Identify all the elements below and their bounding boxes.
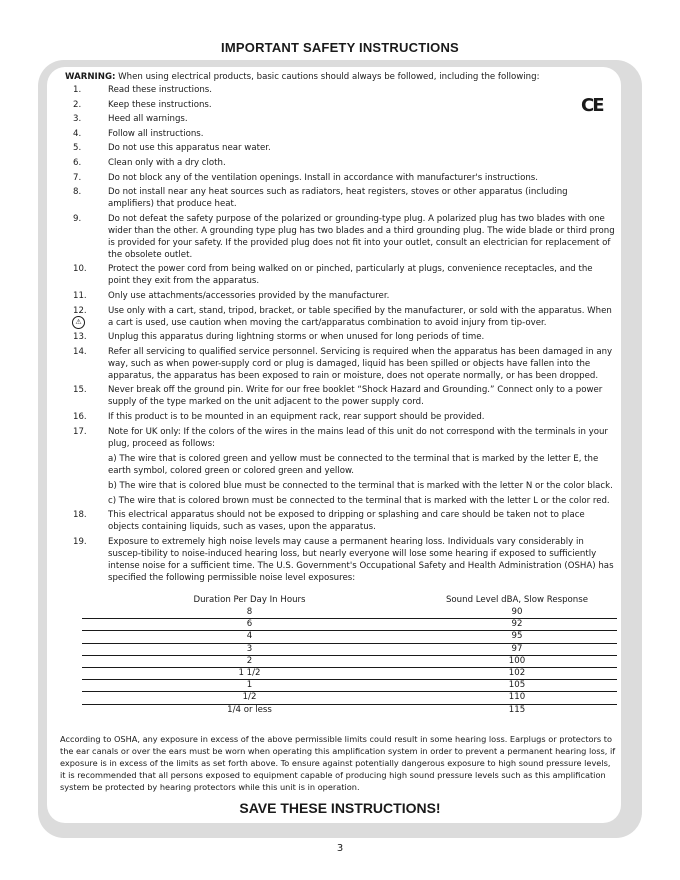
instruction-item <box>55 113 615 125</box>
item-number: 18. <box>73 510 87 521</box>
sound-level-cell: 102 <box>417 667 617 679</box>
item-number: 14. <box>73 346 87 357</box>
instruction-item <box>55 426 615 507</box>
item-text: Heed all warnings. <box>108 114 188 125</box>
item-number: 9. <box>73 213 82 224</box>
item-text: Keep these instructions. <box>108 99 212 110</box>
item-text: Do not use this apparatus near water. <box>108 143 271 154</box>
duration-cell: 4 <box>82 631 417 643</box>
table-row <box>82 655 617 667</box>
item-number: 2. <box>73 99 82 110</box>
item-number: 10. <box>73 264 87 275</box>
instruction-item <box>55 128 615 140</box>
table-row <box>82 619 617 631</box>
table-row <box>82 692 617 704</box>
instruction-item <box>55 157 615 169</box>
duration-cell: 3 <box>82 643 417 655</box>
instructions-content <box>55 71 615 586</box>
item-text: Do not block any of the ventilation openings. Install in accordance with manufacturer's instructions. <box>108 172 538 183</box>
item-text: Only use attachments/accessories provided by the manufacturer. <box>108 290 390 301</box>
item-text: This electrical apparatus should not be exposed to dripping or splashing and care should be taken not to place objects containing liquids, such as vases, upon the apparatus. <box>108 510 585 533</box>
instruction-item <box>55 346 615 382</box>
sound-level-cell: 100 <box>417 655 617 667</box>
sound-level-cell: 92 <box>417 619 617 631</box>
item-number: 4. <box>73 128 82 139</box>
item-number: 6. <box>73 157 82 168</box>
sound-level-cell: 115 <box>508 704 526 715</box>
duration-cell: 1/2 <box>82 692 417 704</box>
duration-cell: 1/4 or less <box>227 704 272 715</box>
item-text: If this product is to be mounted in an equipment rack, rear support should be provided. <box>108 411 485 422</box>
item-text: Read these instructions. <box>108 85 212 95</box>
osha-paragraph: According to OSHA, any exposure in excess of the above permissible limits could result in some hearing loss. Earplugs or protectors to the ear canals or over the ears must be worn when operating this amplification system in order to prevent a permanent hearing loss, if exposure is in excess of the limits as set forth above. To ensure against potentially dangerous exposure to high sound pressure levels, it is recommended that all persons exposed to equipment capable of producing high sound pressure levels such as this amplification system be protected by hearing protectors while this unit is in operation. <box>60 734 616 792</box>
cart-warning-icon: ⚠ <box>72 316 85 329</box>
warning-text: When using electrical products, basic cautions should always be followed, including the following: <box>118 72 540 82</box>
instruction-item <box>55 384 615 408</box>
instruction-item <box>55 305 615 329</box>
instruction-item <box>55 263 615 287</box>
uk-wire-note-c: c) The wire that is colored brown must be connected to the terminal that is marked with the letter L or the color red. <box>108 495 610 506</box>
item-text: Protect the power cord from being walked on or pinched, particularly at plugs, convenience receptacles, and the point they exit from the apparatus. <box>108 264 593 287</box>
duration-cell: 8 <box>82 607 417 619</box>
item-number: 8. <box>73 187 82 198</box>
instruction-item <box>55 290 615 302</box>
instruction-item <box>55 172 615 184</box>
duration-cell: 6 <box>82 619 417 631</box>
item-number: 15. <box>73 385 87 396</box>
item-number: 5. <box>73 143 82 154</box>
item-number: 1. <box>73 85 82 95</box>
instruction-item <box>55 84 615 96</box>
instruction-item <box>55 509 615 533</box>
table-row <box>82 704 617 716</box>
item-number: 17. <box>73 426 87 437</box>
table-row <box>82 643 617 655</box>
item-number: 3. <box>73 114 82 125</box>
sound-level-cell: 95 <box>417 631 617 643</box>
instruction-item <box>55 411 615 423</box>
table-row <box>82 680 617 692</box>
item-text: Unplug this apparatus during lightning storms or when unused for long periods of time. <box>108 332 485 343</box>
sound-level-header: Sound Level dBA, Slow Response <box>445 595 589 605</box>
item-number: 19. <box>73 536 87 547</box>
item-text: Follow all instructions. <box>108 128 204 139</box>
noise-exposure-table <box>82 595 617 716</box>
item-text: Never break off the ground pin. Write for our free booklet “Shock Hazard and Grounding.” Connect only to a power supply of the type marked on the unit adjacent to the power supply cord. <box>108 385 603 408</box>
item-text: Do not defeat the safety purpose of the polarized or grounding-type plug. A polarized plug has two blades with one wider than the other. A grounding type plug has two blades and a third grounding plug. The wide blade or third prong is provided for your safety. If the provided plug does not fit into your outlet, consult an electrician for replacement of the obsolete outlet. <box>108 213 615 260</box>
duration-cell: 2 <box>82 655 417 667</box>
item-number: 16. <box>73 411 87 422</box>
save-instructions-heading: SAVE THESE INSTRUCTIONS! <box>239 800 441 816</box>
instruction-item <box>55 331 615 343</box>
item-number: 7. <box>73 172 82 183</box>
table-row <box>82 667 617 679</box>
uk-wire-note-b: b) The wire that is colored blue must be connected to the terminal that is marked with the letter N or the color black. <box>108 480 613 491</box>
table-row <box>82 631 617 643</box>
sound-level-cell: 110 <box>417 692 617 704</box>
sound-level-cell: 105 <box>417 680 617 692</box>
duration-cell: 1 1/2 <box>82 667 417 679</box>
item-text: Note for UK only: If the colors of the wires in the mains lead of this unit do not correspond with the terminals in your plug, proceed as follows: <box>108 426 608 449</box>
instruction-item <box>55 536 615 584</box>
page-number: 3 <box>336 843 344 854</box>
warning-line <box>65 71 615 83</box>
instruction-item <box>55 99 615 111</box>
duration-cell: 1 <box>82 680 417 692</box>
table-row <box>82 607 617 619</box>
instruction-item <box>55 213 615 261</box>
instruction-item <box>55 186 615 210</box>
instruction-item <box>55 142 615 154</box>
table-header-row <box>82 595 617 607</box>
item-number: 13. <box>73 332 87 343</box>
item-number: 12. <box>73 305 87 316</box>
sound-level-cell: 90 <box>417 607 617 619</box>
instruction-list <box>55 84 615 584</box>
item-number: 11. <box>73 290 87 301</box>
sound-level-cell: 97 <box>417 643 617 655</box>
uk-wire-note-a: a) The wire that is colored green and yellow must be connected to the terminal that is marked by the letter E, the earth symbol, colored green or colored green and yellow. <box>108 453 599 476</box>
duration-header: Duration Per Day In Hours <box>193 595 306 605</box>
warning-label: WARNING: <box>65 72 116 82</box>
item-text: Use only with a cart, stand, tripod, bracket, or table specified by the manufacturer, or sold with the apparatus. When a cart is used, use caution when moving the cart/apparatus combination to avoid injury from tip-over. <box>108 305 612 328</box>
item-text: Do not install near any heat sources such as radiators, heat registers, stoves or other apparatus (including amplifiers) that produce heat. <box>108 187 568 210</box>
item-text: Refer all servicing to qualified service personnel. Servicing is required when the apparatus has been damaged in any way, such as when power-supply cord or plug is damaged, liquid has been spilled or objects have fallen into the apparatus, the apparatus has been exposed to rain or moisture, does not operate normally, or has been dropped. <box>108 346 613 381</box>
item-text: Clean only with a dry cloth. <box>108 157 226 168</box>
page-title: IMPORTANT SAFETY INSTRUCTIONS <box>221 40 459 55</box>
item-text: Exposure to extremely high noise levels may cause a permanent hearing loss. Individuals vary considerably in suscep-tibility to noise-induced hearing loss, but nearly everyone will lose some hearing if exposed to sufficiently intense noise for a sufficient time. The U.S. Government's Occupational Safety and Health Administration (OSHA) has specified the following permissible noise level exposures: <box>108 536 614 583</box>
ce-mark-logo: CE <box>581 95 603 116</box>
